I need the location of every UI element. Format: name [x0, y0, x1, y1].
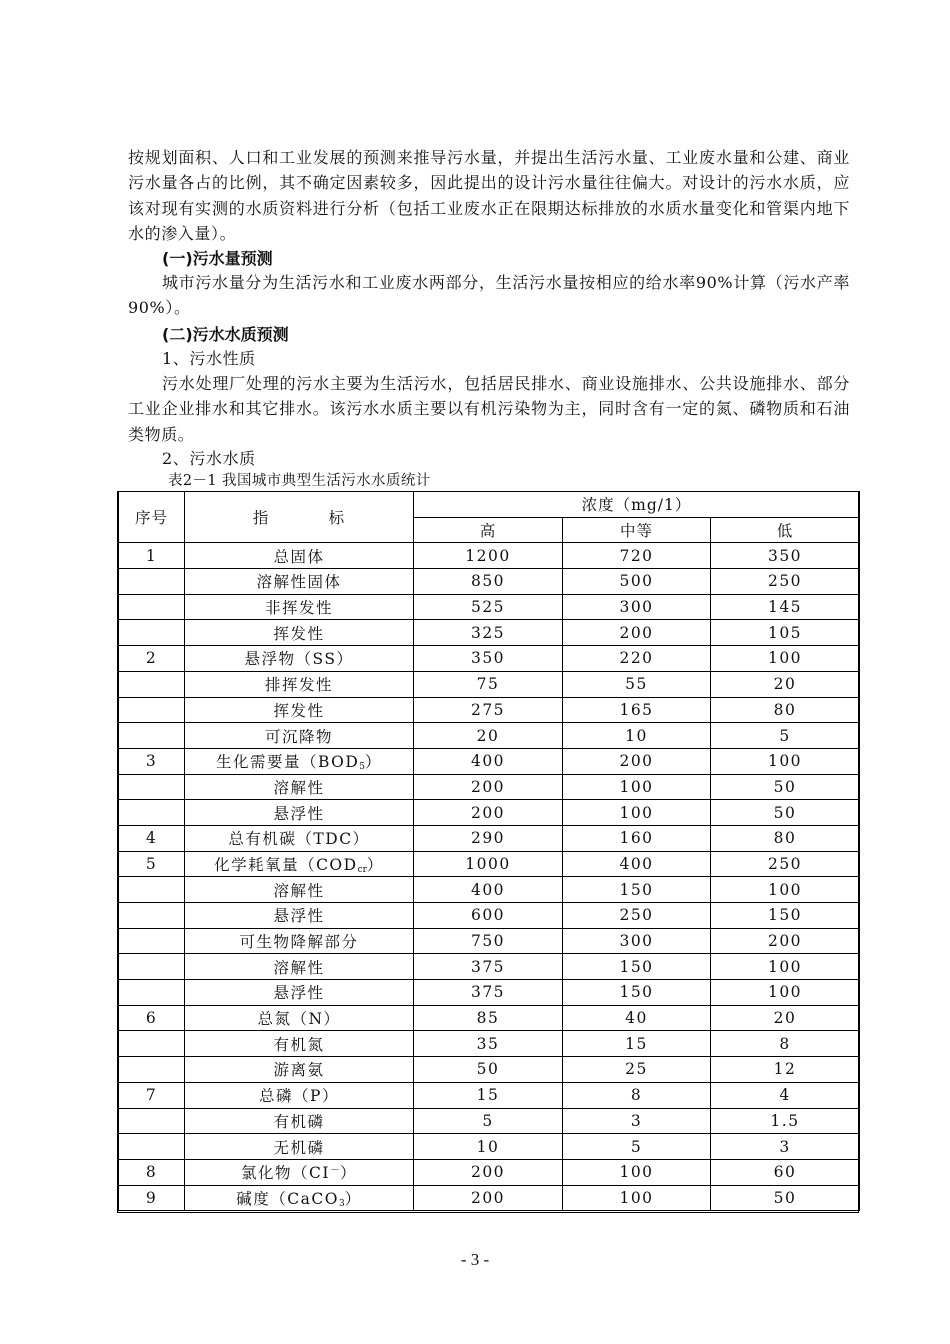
cell-medium: 100: [563, 800, 711, 826]
cell-index: [119, 1108, 185, 1134]
cell-indicator: [185, 569, 414, 595]
cell-index: [119, 723, 185, 749]
indicator-name: 溶解性: [273, 881, 325, 900]
cell-indicator: [185, 671, 414, 697]
cell-index: 5: [119, 851, 185, 877]
cell-high: 200: [414, 800, 563, 826]
cell-high: 200: [414, 1185, 563, 1211]
table-row: [119, 646, 860, 672]
cell-low: 50: [711, 774, 860, 800]
cell-indicator: [185, 1134, 414, 1160]
indicator-name: 游离氨: [273, 1061, 325, 1080]
indicator-name: 非挥发性: [264, 599, 333, 618]
indicator-name: 无机磷: [273, 1138, 325, 1157]
cell-index: [119, 594, 185, 620]
cell-medium: 100: [563, 774, 711, 800]
cell-indicator: [185, 594, 414, 620]
header-medium: 中等: [563, 517, 711, 543]
cell-medium: 40: [563, 1005, 711, 1031]
indicator-name: 有机磷: [273, 1112, 325, 1131]
cell-index: [119, 877, 185, 903]
cell-medium: 10: [563, 723, 711, 749]
cell-low: 20: [711, 671, 860, 697]
indicator-name: 挥发性: [273, 701, 325, 720]
cell-medium: 55: [563, 671, 711, 697]
cell-medium: 300: [563, 928, 711, 954]
cell-low: 100: [711, 748, 860, 774]
cell-medium: 8: [563, 1082, 711, 1108]
cell-high: 375: [414, 954, 563, 980]
cell-medium: 150: [563, 980, 711, 1006]
cell-low: 100: [711, 646, 860, 672]
cell-low: 50: [711, 800, 860, 826]
cell-high: 290: [414, 825, 563, 851]
indicator-name: 溶解性: [273, 778, 325, 797]
cell-medium: 165: [563, 697, 711, 723]
cell-index: 3: [119, 748, 185, 774]
cell-low: 80: [711, 697, 860, 723]
cell-medium: 250: [563, 903, 711, 929]
cell-medium: 25: [563, 1057, 711, 1083]
cell-medium: 100: [563, 1185, 711, 1211]
indicator-name: 总磷（P）: [259, 1087, 339, 1106]
cell-medium: 5: [563, 1134, 711, 1160]
indicator-name: 有机氮: [273, 1035, 325, 1054]
cell-index: 7: [119, 1082, 185, 1108]
cell-low: 105: [711, 620, 860, 646]
item-title-sewage-quality: 2、污水水质: [162, 449, 256, 468]
table-row: [119, 569, 860, 595]
cell-indicator: [185, 748, 414, 774]
cell-high: 600: [414, 903, 563, 929]
cell-low: 8: [711, 1031, 860, 1057]
header-high: 高: [414, 517, 563, 543]
cell-medium: 150: [563, 877, 711, 903]
cell-index: 9: [119, 1185, 185, 1211]
table-row: [119, 1005, 860, 1031]
indicator-name: 悬浮性: [273, 804, 325, 823]
cell-indicator: [185, 903, 414, 929]
table-row: [119, 928, 860, 954]
table-row: [119, 748, 860, 774]
cell-index: [119, 620, 185, 646]
indicator-name-end: ）: [365, 753, 383, 772]
indicator-name: 悬浮物（SS）: [244, 650, 354, 669]
indicator-name: 溶解性: [273, 958, 325, 977]
table-row: [119, 954, 860, 980]
cell-index: [119, 774, 185, 800]
page-number: - 3 -: [460, 1250, 490, 1269]
indicator-name: 总氮（N）: [257, 1010, 341, 1029]
cell-index: [119, 671, 185, 697]
cell-low: 5: [711, 723, 860, 749]
cell-low: 200: [711, 928, 860, 954]
cell-medium: 500: [563, 569, 711, 595]
cell-indicator: [185, 723, 414, 749]
cell-indicator: [185, 980, 414, 1006]
cell-indicator: [185, 954, 414, 980]
cell-low: 80: [711, 825, 860, 851]
cell-index: 8: [119, 1159, 185, 1185]
cell-indicator: [185, 1005, 414, 1031]
cell-indicator: [185, 851, 414, 877]
table-caption: 表2－1 我国城市典型生活污水水质统计: [168, 473, 431, 489]
cell-high: 325: [414, 620, 563, 646]
cell-index: 4: [119, 825, 185, 851]
cell-high: 50: [414, 1057, 563, 1083]
cell-index: [119, 954, 185, 980]
cell-index: 1: [119, 543, 185, 569]
cell-high: 350: [414, 646, 563, 672]
cell-high: 75: [414, 671, 563, 697]
table-row: [119, 877, 860, 903]
cell-medium: 15: [563, 1031, 711, 1057]
cell-index: [119, 800, 185, 826]
indicator-subscript: 5: [359, 762, 366, 773]
cell-medium: 150: [563, 954, 711, 980]
cell-medium: 200: [563, 620, 711, 646]
cell-indicator: [185, 1082, 414, 1108]
cell-high: 375: [414, 980, 563, 1006]
cell-low: 50: [711, 1185, 860, 1211]
table-row: [119, 543, 860, 569]
cell-high: 525: [414, 594, 563, 620]
cell-indicator: [185, 1159, 414, 1185]
cell-index: [119, 903, 185, 929]
cell-low: 100: [711, 980, 860, 1006]
table-row: [119, 671, 860, 697]
cell-medium: 160: [563, 825, 711, 851]
cell-medium: 220: [563, 646, 711, 672]
cell-high: 35: [414, 1031, 563, 1057]
cell-index: [119, 1057, 185, 1083]
cell-medium: 100: [563, 1159, 711, 1185]
indicator-name: 生化需要量（BOD: [215, 753, 360, 772]
cell-low: 150: [711, 903, 860, 929]
table-row: [119, 800, 860, 826]
header-indicator: 指 标: [185, 492, 414, 543]
cell-low: 60: [711, 1159, 860, 1185]
indicator-name: 溶解性固体: [256, 573, 342, 592]
indicator-name: 碱度（CaCO: [236, 1189, 339, 1208]
indicator-name-end: ）: [339, 1164, 357, 1183]
table-row: [119, 1057, 860, 1083]
cell-indicator: [185, 1057, 414, 1083]
cell-high: 85: [414, 1005, 563, 1031]
table-row: [119, 774, 860, 800]
cell-low: 20: [711, 1005, 860, 1031]
table-row: [119, 1031, 860, 1057]
cell-low: 145: [711, 594, 860, 620]
indicator-superscript: －: [329, 1165, 340, 1177]
cell-indicator: [185, 1108, 414, 1134]
cell-high: 15: [414, 1082, 563, 1108]
cell-medium: 200: [563, 748, 711, 774]
cell-high: 750: [414, 928, 563, 954]
item-title-sewage-nature: 1、污水性质: [162, 349, 256, 368]
cell-indicator: [185, 877, 414, 903]
table-row: [119, 825, 860, 851]
cell-indicator: [185, 697, 414, 723]
cell-indicator: [185, 620, 414, 646]
cell-index: [119, 569, 185, 595]
cell-medium: 720: [563, 543, 711, 569]
indicator-name: 氯化物（CI: [241, 1164, 330, 1183]
cell-indicator: [185, 825, 414, 851]
cell-high: 200: [414, 1159, 563, 1185]
cell-medium: 400: [563, 851, 711, 877]
cell-high: 400: [414, 748, 563, 774]
table-row: [119, 594, 860, 620]
table-row: [119, 1108, 860, 1134]
cell-low: 250: [711, 851, 860, 877]
cell-low: 3: [711, 1134, 860, 1160]
cell-high: 1000: [414, 851, 563, 877]
section-heading-water-volume: (一)污水量预测: [162, 249, 273, 268]
cell-index: [119, 928, 185, 954]
cell-indicator: [185, 1031, 414, 1057]
cell-low: 12: [711, 1057, 860, 1083]
cell-high: 275: [414, 697, 563, 723]
cell-low: 350: [711, 543, 860, 569]
cell-medium: 300: [563, 594, 711, 620]
cell-high: 400: [414, 877, 563, 903]
section-heading-water-quality: (二)污水水质预测: [162, 325, 289, 344]
table-row: [119, 1185, 860, 1211]
cell-indicator: [185, 928, 414, 954]
indicator-name: 悬浮性: [273, 984, 325, 1003]
cell-low: 100: [711, 877, 860, 903]
cell-low: 1.5: [711, 1108, 860, 1134]
header-low: 低: [711, 517, 860, 543]
cell-index: [119, 1031, 185, 1057]
table-row: [119, 723, 860, 749]
table-row: [119, 903, 860, 929]
cell-indicator: [185, 800, 414, 826]
table-row: [119, 697, 860, 723]
cell-medium: 3: [563, 1108, 711, 1134]
indicator-name-end: ）: [344, 1189, 362, 1208]
header-concentration: 浓度（mg/1）: [414, 492, 860, 518]
cell-index: 2: [119, 646, 185, 672]
item-text-sewage-nature: 污水处理厂处理的污水主要为生活污水，包括居民排水、商业设施排水、公共设施排水、部分工业企业排水和其它排水。该污水水质主要以有机污染物为主，同时含有一定的氮、磷物质和石油类物质。: [128, 374, 850, 444]
cell-high: 5: [414, 1108, 563, 1134]
cell-index: [119, 980, 185, 1006]
cell-high: 850: [414, 569, 563, 595]
indicator-subscript: 3: [338, 1198, 345, 1209]
header-index: 序号: [119, 492, 185, 543]
intro-paragraph: 按规划面积、人口和工业发展的预测来推导污水量，并提出生活污水量、工业废水量和公建、商业污水量各占的比例，其不确定因素较多，因此提出的设计污水量往往偏大。对设计的污水水质，应该对现有实测的水质资料进行分析（包括工业废水正在限期达标排放的水质水量变化和管渠内地下水的渗入量）。: [128, 148, 850, 244]
cell-high: 1200: [414, 543, 563, 569]
table-row: [119, 1134, 860, 1160]
indicator-name: 排挥发性: [264, 676, 333, 695]
table-row: [119, 851, 860, 877]
cell-high: 200: [414, 774, 563, 800]
indicator-name: 可生物降解部分: [239, 933, 359, 952]
cell-high: 20: [414, 723, 563, 749]
indicator-name: 总固体: [273, 547, 325, 566]
indicator-name: 挥发性: [273, 624, 325, 643]
indicator-name: 总有机碳（TDC）: [228, 830, 370, 849]
cell-high: 10: [414, 1134, 563, 1160]
cell-index: [119, 697, 185, 723]
table-row: [119, 1159, 860, 1185]
indicator-name: 悬浮性: [273, 907, 325, 926]
water-quality-table: [118, 491, 860, 1211]
table-row: [119, 980, 860, 1006]
cell-indicator: [185, 543, 414, 569]
indicator-name-end: ）: [366, 855, 384, 874]
cell-indicator: [185, 774, 414, 800]
table-row: [119, 1082, 860, 1108]
cell-indicator: [185, 1185, 414, 1211]
table-row: [119, 620, 860, 646]
cell-index: 6: [119, 1005, 185, 1031]
indicator-subscript: cr: [357, 864, 367, 875]
cell-low: 100: [711, 954, 860, 980]
cell-index: [119, 1134, 185, 1160]
cell-low: 4: [711, 1082, 860, 1108]
indicator-name: 化学耗氧量（COD: [214, 855, 358, 874]
cell-indicator: [185, 646, 414, 672]
cell-low: 250: [711, 569, 860, 595]
section-text-water-volume: 城市污水量分为生活污水和工业废水两部分，生活污水量按相应的给水率90%计算（污水产率90%）。: [128, 273, 850, 318]
indicator-name: 可沉降物: [264, 727, 333, 746]
